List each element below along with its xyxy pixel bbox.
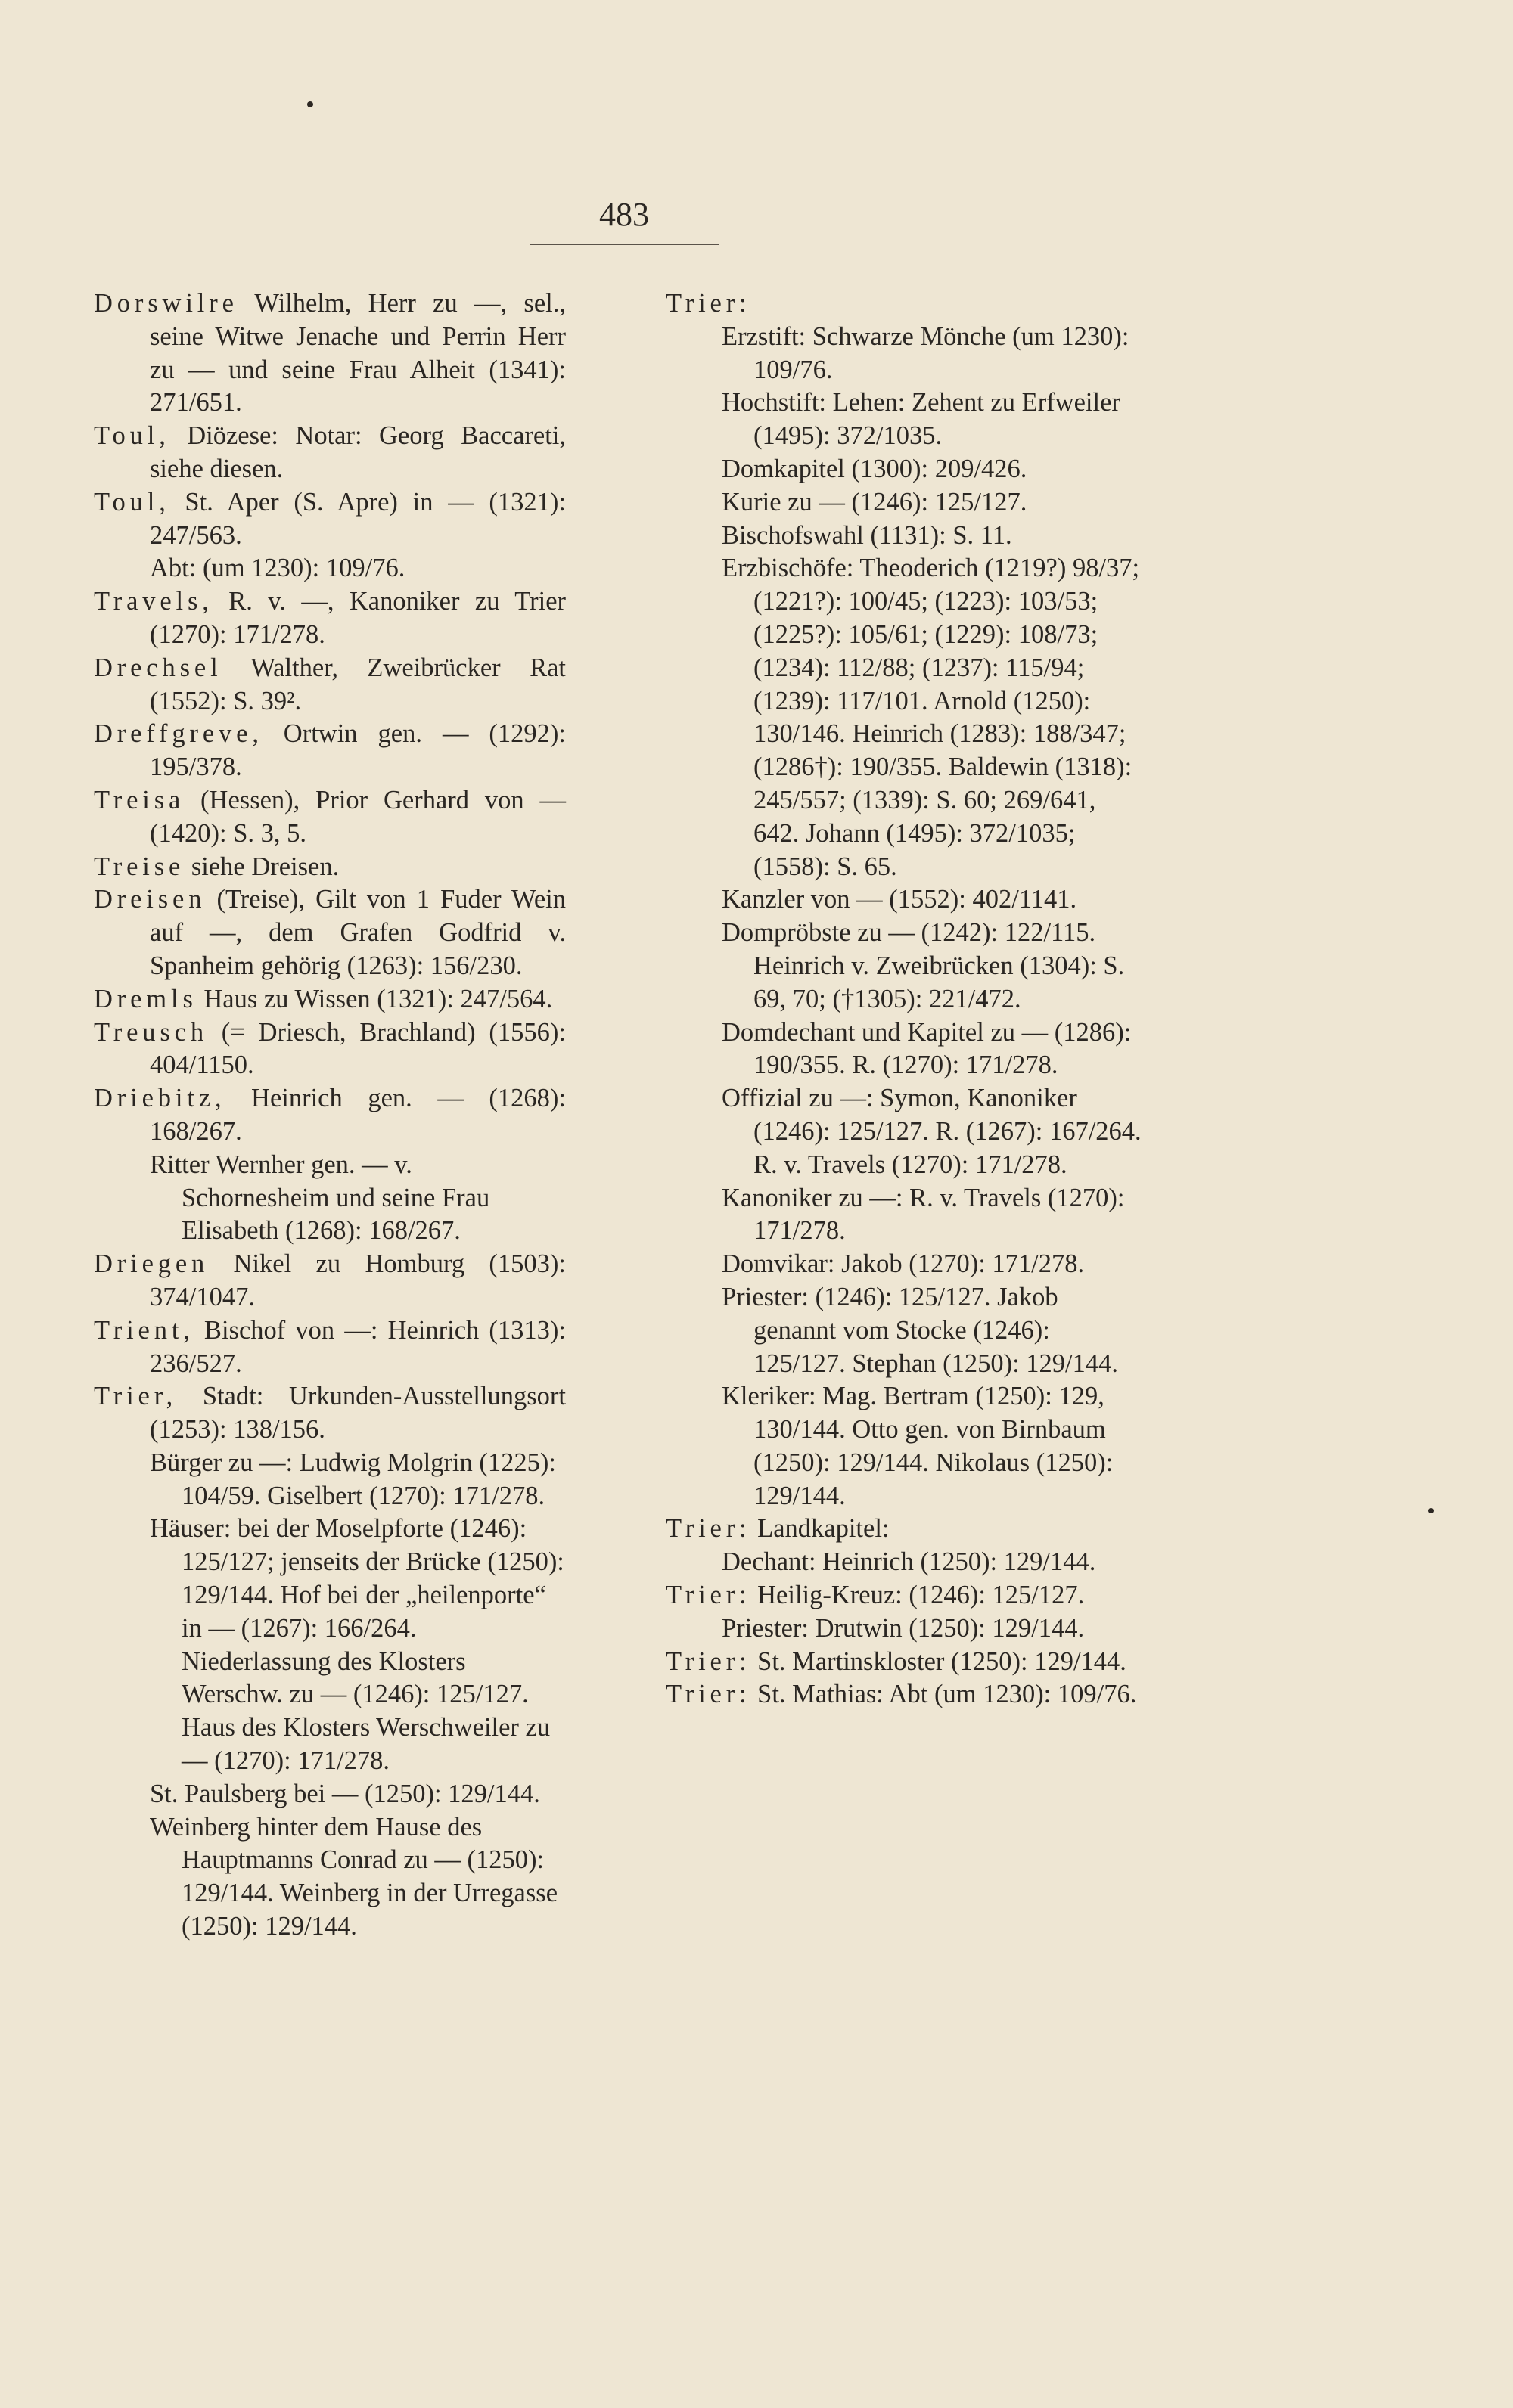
index-subentry — [94, 1778, 566, 1811]
entry-keyword: Dremls — [94, 984, 197, 1013]
entry-keyword: Drechsel — [94, 653, 222, 682]
entry-keyword: Trier: — [666, 289, 751, 318]
index-entry — [94, 287, 566, 420]
entry-text: Dompröbste zu — (1242): 122/115. Heinrich v. Zweibrücken (1304): S. 69, 70; (†1305): 221/472. — [722, 918, 1125, 1013]
entry-text: Bischofswahl (1131): S. 11. — [722, 520, 1012, 550]
entry-text: Domvikar: Jakob (1270): 171/278. — [722, 1249, 1085, 1279]
entry-keyword: Treise — [94, 852, 185, 881]
entry-text: Abt: (um 1230): 109/76. — [150, 554, 405, 583]
entry-text: Diözese: Notar: Georg Baccareti, siehe diesen. — [150, 421, 566, 483]
entry-text: Ortwin gen. — (1292): 195/378. — [150, 719, 566, 782]
entry-text: (Hessen), Prior Gerhard von — (1420): S. 3, 5. — [150, 785, 566, 848]
entry-keyword: Treisa — [94, 785, 185, 815]
entry-text: Bischof von —: Heinrich (1313): 236/527. — [150, 1315, 566, 1378]
index-entry — [666, 1678, 1147, 1711]
entry-keyword: Trier: — [666, 1680, 751, 1709]
entry-keyword: Trier: — [666, 1581, 751, 1610]
entry-text: Priester: Drutwin (1250): 129/144. — [722, 1613, 1085, 1643]
index-subentry — [666, 552, 1147, 883]
index-entry — [94, 486, 566, 553]
index-entry — [94, 784, 566, 851]
entry-text: Walther, Zweibrücker Rat (1552): S. 39². — [150, 653, 566, 715]
print-speck — [307, 101, 313, 107]
entry-text: Ritter Wernher gen. — v. Schornesheim und seine Frau Elisabeth (1268): 168/267. — [150, 1150, 490, 1246]
index-subentry — [94, 1149, 566, 1248]
entry-text: Heinrich gen. — (1268): 168/267. — [150, 1084, 566, 1146]
index-subentry — [666, 1546, 1147, 1579]
entry-text: (Treise), Gilt von 1 Fuder Wein auf —, dem Grafen Godfrid v. Spanheim gehörig (1263): 156/230. — [150, 885, 566, 980]
index-subentry — [666, 321, 1147, 387]
print-speck — [1428, 1508, 1434, 1513]
entry-text: (= Driesch, Brachland) (1556): 404/1150. — [150, 1017, 566, 1080]
entry-text: Offizial zu —: Symon, Kanoniker (1246): 125/127. R. (1267): 167/264. R. v. Travels (1270): 171/278. — [722, 1084, 1142, 1179]
index-subentry — [666, 1016, 1147, 1083]
entry-text: Kanzler von — (1552): 402/1141. — [722, 885, 1077, 914]
entry-keyword: Treusch — [94, 1017, 208, 1047]
entry-keyword: Toul, — [94, 487, 170, 517]
entry-text: Bürger zu —: Ludwig Molgrin (1225): 104/59. Giselbert (1270): 171/278. — [150, 1448, 556, 1510]
entry-text: Priester: (1246): 125/127. Jakob genannt vom Stocke (1246): 125/127. Stephan (1250): 129/144. — [722, 1282, 1119, 1378]
index-entry — [94, 1380, 566, 1447]
index-subentry — [666, 1082, 1147, 1181]
index-entry — [666, 1513, 1147, 1546]
entry-text: Erzbischöfe: Theoderich (1219?) 98/37; (1221?): 100/45; (1223): 103/53; (1225?): 105/61; (1229): 108/73; (1234): 112/88; (1237): 115/94; (1239): 117/101. Arnold (1250): 130/146. Heinrich (1283): 188/347; (1286†): 190/355. Baldewin (1318): 245/557; (1339): S. 60; 269/641, 642. Johann (1495): 372/1035; (1558): S. 65. — [722, 554, 1140, 881]
entry-keyword: Dreffgreve, — [94, 719, 263, 749]
index-subentry — [94, 1811, 566, 1944]
index-subentry — [666, 386, 1147, 453]
index-entry — [666, 1646, 1147, 1679]
index-entry — [94, 1016, 566, 1083]
index-subentry — [94, 1447, 566, 1513]
index-entry — [94, 718, 566, 784]
index-subentry — [666, 486, 1147, 520]
index-subentry — [666, 1380, 1147, 1513]
entry-text: Domdechant und Kapitel zu — (1286): 190/355. R. (1270): 171/278. — [722, 1017, 1132, 1080]
entry-text: Domkapitel (1300): 209/426. — [722, 454, 1027, 483]
index-entry — [94, 652, 566, 718]
entry-text: Wilhelm, Herr zu —, sel., seine Witwe Jenache und Perrin Herr zu — und seine Frau Alheit (1341): 271/651. — [150, 289, 566, 417]
entry-text: St. Paulsberg bei — (1250): 129/144. — [150, 1779, 540, 1808]
entry-text: St. Aper (S. Apre) in — (1321): 247/563. — [150, 487, 566, 550]
entry-keyword: Trier, — [94, 1382, 178, 1411]
entry-text: Dechant: Heinrich (1250): 129/144. — [722, 1547, 1096, 1577]
entry-text: Erzstift: Schwarze Mönche (um 1230): 109/76. — [722, 321, 1129, 384]
index-entry — [94, 420, 566, 486]
entry-text: siehe Dreisen. — [185, 852, 340, 881]
entry-text: Hochstift: Lehen: Zehent zu Erfweiler (1495): 372/1035. — [722, 388, 1120, 451]
page-number: 483 — [599, 196, 649, 233]
entry-text: Heilig-Kreuz: (1246): 125/127. — [750, 1581, 1085, 1610]
index-subentry — [666, 520, 1147, 553]
index-subentry — [666, 1612, 1147, 1646]
index-entry — [666, 287, 1147, 321]
entry-text: St. Mathias: Abt (um 1230): 109/76. — [750, 1680, 1137, 1709]
index-entry — [94, 1248, 566, 1314]
index-entry — [94, 1314, 566, 1381]
index-entry — [94, 851, 566, 884]
right-column — [666, 287, 1147, 1711]
entry-text: Kleriker: Mag. Bertram (1250): 129, 130/144. Otto gen. von Birnbaum (1250): 129/144. Nikolaus (1250): 129/144. — [722, 1382, 1114, 1510]
index-entry — [94, 585, 566, 652]
index-subentry — [666, 917, 1147, 1016]
index-subentry — [666, 453, 1147, 486]
entry-keyword: Driebitz, — [94, 1084, 226, 1113]
index-subentry — [94, 1513, 566, 1777]
entry-text: Kanoniker zu —: R. v. Travels (1270): 171/278. — [722, 1183, 1125, 1246]
entry-keyword: Toul, — [94, 421, 170, 451]
entry-keyword: Trient, — [94, 1315, 194, 1345]
index-subentry — [94, 552, 566, 585]
entry-keyword: Dreisen — [94, 885, 207, 914]
entry-keyword: Trier: — [666, 1646, 751, 1676]
entry-text: Landkapitel: — [750, 1514, 890, 1544]
index-subentry — [666, 883, 1147, 917]
index-entry — [94, 1082, 566, 1149]
entry-keyword: Trier: — [666, 1514, 751, 1544]
index-subentry — [666, 1182, 1147, 1249]
entry-text: Weinberg hinter dem Hause des Hauptmanns Conrad zu — (1250): 129/144. Weinberg in der Urregasse (1250): 129/144. — [150, 1812, 558, 1941]
entry-keyword: Dorswilre — [94, 289, 238, 318]
entry-keyword: Travels, — [94, 587, 213, 616]
index-entry — [94, 983, 566, 1016]
index-subentry — [666, 1248, 1147, 1281]
entry-text: Kurie zu — (1246): 125/127. — [722, 487, 1027, 517]
entry-text: Stadt: Urkunden-Ausstellungsort (1253): 138/156. — [150, 1382, 566, 1444]
index-entry — [94, 883, 566, 982]
entry-text: St. Martinskloster (1250): 129/144. — [750, 1646, 1126, 1676]
entry-text: Nikel zu Homburg (1503): 374/1047. — [150, 1249, 566, 1311]
header-rule — [530, 244, 719, 245]
entry-text: Häuser: bei der Moselpforte (1246): 125/127; jenseits der Brücke (1250): 129/144. Hof bei der „heilenporte“ in — (1267): 166/264. Niederlassung des Klosters Werschw. zu — (1246): 125/127. Haus des Klosters Werschweiler zu — (1270): 171/278. — [150, 1514, 564, 1776]
index-subentry — [666, 1281, 1147, 1380]
left-column — [94, 287, 566, 1944]
index-entry — [666, 1579, 1147, 1612]
entry-text: R. v. —, Kanoniker zu Trier (1270): 171/278. — [150, 587, 566, 649]
entry-text: Haus zu Wissen (1321): 247/564. — [197, 984, 553, 1013]
entry-keyword: Driegen — [94, 1249, 210, 1279]
